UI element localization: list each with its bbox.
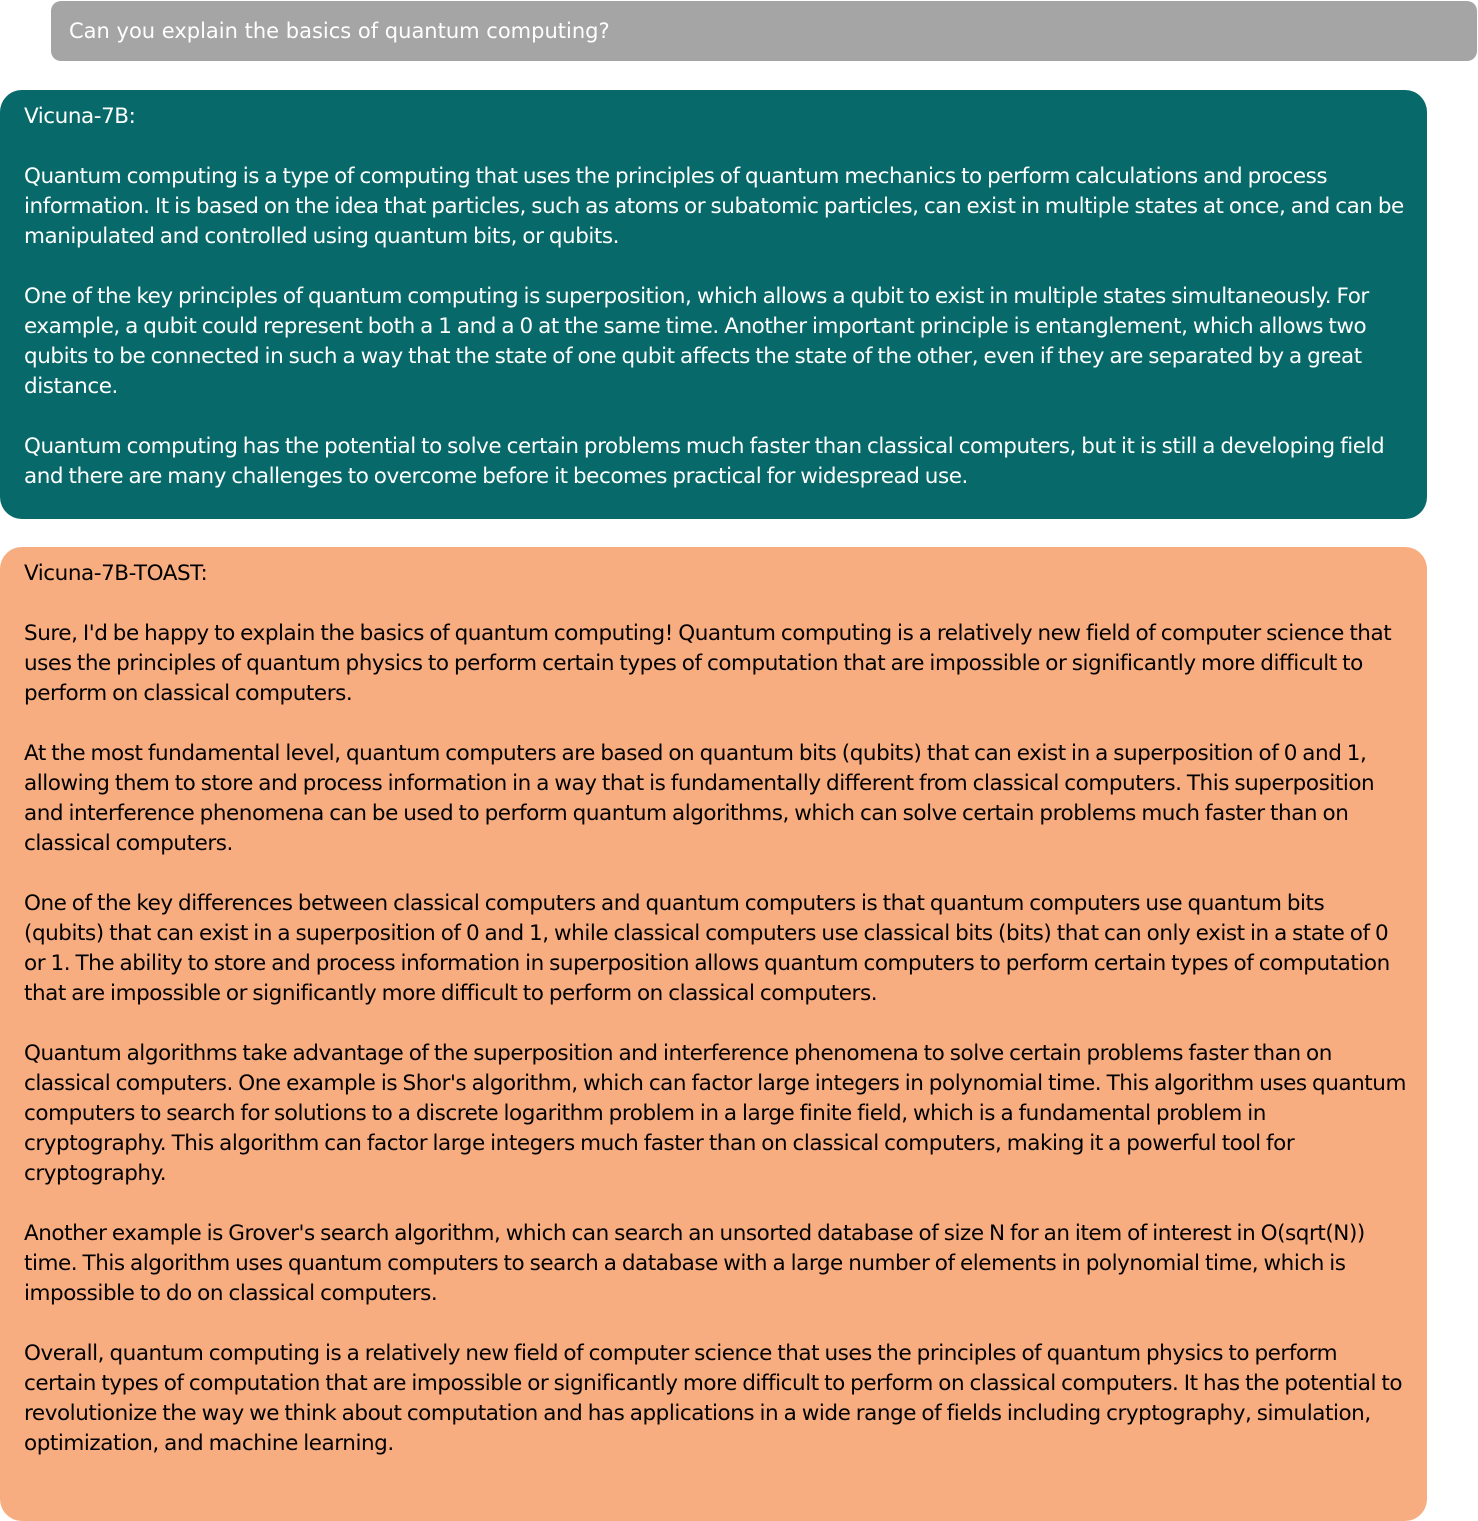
response-paragraph: Another example is Grover's search algorithm, which can search an unsorted database of size N for an item of interest in O(sqrt(N)) time. This algorithm uses quantum computers to search a database with a large number of elements in polynomial time, which is impossible to do on classical computers. (24, 1221, 1365, 1306)
response-paragraph: One of the key principles of quantum computing is superposition, which allows a qubit to exist in multiple states simultaneously. For example, a qubit could represent both a 1 and a 0 at the same time. Another important principle is entanglement, which allows two qubits to be connected in such a way that the state of one qubit affects the state of the other, even if they are separated by a great distance. (24, 284, 1369, 399)
vicuna-7b-toast-response-bubble (0, 547, 1427, 1521)
response-paragraph: At the most fundamental level, quantum computers are based on quantum bits (qubits) that can exist in a superposition of 0 and 1, allowing them to store and process information in a way that is fundamentally different from classical computers. This superposition and interference phenomena can be used to perform quantum algorithms, which can solve certain problems much faster than on classical computers. (24, 741, 1375, 856)
vicuna-7b-response-bubble (0, 90, 1427, 519)
user-question-bubble (51, 1, 1477, 61)
response-paragraph: One of the key differences between classical computers and quantum computers is that quantum computers use quantum bits (qubits) that can exist in a superposition of 0 and 1, while classical computers use classical bits (bits) that can only exist in a state of 0 or 1. The ability to store and process information in superposition allows quantum computers to perform certain types of computation that are impossible or significantly more difficult to perform on classical computers. (24, 891, 1390, 1006)
response-model-label: Vicuna-7B: (24, 104, 136, 129)
user-question-text: Can you explain the basics of quantum computing? (69, 19, 610, 43)
response-paragraph: Quantum computing has the potential to solve certain problems much faster than classical computers, but it is still a developing field and there are many challenges to overcome before it becomes practical for widespread use. (24, 434, 1385, 489)
response-model-label: Vicuna-7B-TOAST: (24, 561, 208, 586)
response-paragraph: Overall, quantum computing is a relatively new field of computer science that uses the principles of quantum physics to perform certain types of computation that are impossible or significantly more difficult to perform on classical computers. It has the potential to revolutionize the way we think about computation and has applications in a wide range of fields including cryptography, simulation, optimization, and machine learning. (24, 1341, 1403, 1456)
response-paragraph: Quantum algorithms take advantage of the superposition and interference phenomena to solve certain problems faster than on classical computers. One example is Shor's algorithm, which can factor large integers in polynomial time. This algorithm uses quantum computers to search for solutions to a discrete logarithm problem in a large finite field, which is a fundamental problem in cryptography. This algorithm can factor large integers much faster than on classical computers, making it a powerful tool for cryptography. (24, 1041, 1406, 1186)
response-paragraph: Sure, I'd be happy to explain the basics of quantum computing! Quantum computing is a relatively new field of computer science that uses the principles of quantum physics to perform certain types of computation that are impossible or significantly more difficult to perform on classical computers. (24, 621, 1392, 706)
response-paragraph: Quantum computing is a type of computing that uses the principles of quantum mechanics to perform calculations and process information. It is based on the idea that particles, such as atoms or subatomic particles, can exist in multiple states at once, and can be manipulated and controlled using quantum bits, or qubits. (24, 164, 1404, 249)
